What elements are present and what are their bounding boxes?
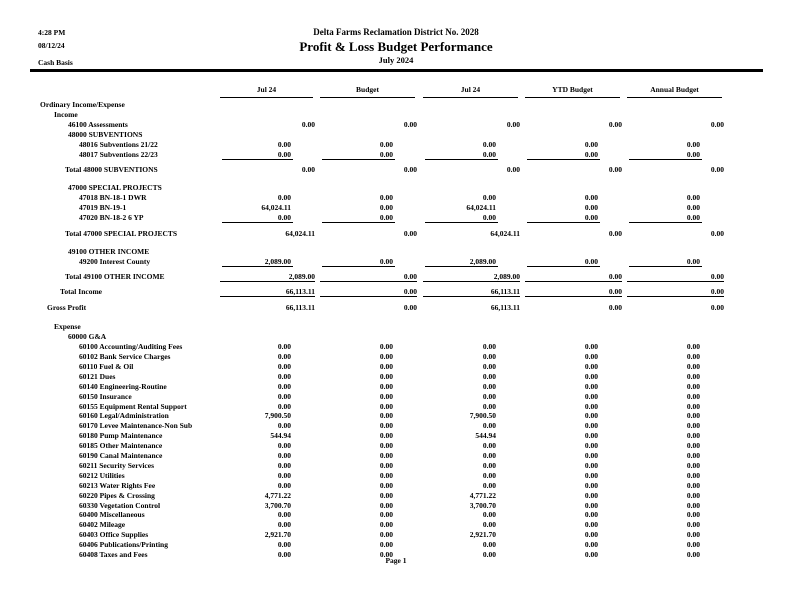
- cell-value: 0.00: [301, 119, 315, 129]
- row-label: 60185 Other Maintenance: [79, 441, 163, 451]
- cell-value: 0.00: [277, 352, 291, 361]
- cell-value: 0.00: [686, 540, 700, 550]
- cell-value: 4,771.22: [264, 490, 291, 500]
- cell-value: 7,900.50: [264, 411, 291, 421]
- row-underline: [222, 159, 293, 160]
- cell-value: 0.00: [379, 381, 393, 391]
- cell-value: 0.00: [277, 510, 291, 520]
- row-label: 60402 Mileage: [79, 520, 126, 530]
- cell-value: 0.00: [584, 401, 598, 411]
- cell-value: 0.00: [584, 431, 598, 441]
- cell-value: 0.00: [686, 371, 700, 381]
- cell-value: 0.00: [686, 203, 700, 213]
- cell-value: 0.00: [482, 139, 496, 149]
- cell-value: 0.00: [277, 401, 291, 411]
- cell-value: 0.00: [584, 139, 598, 149]
- column-underline: [627, 97, 722, 98]
- cell-value: 0.00: [277, 421, 291, 431]
- row-label: Total Income: [60, 286, 103, 296]
- cell-value: 0.00: [482, 451, 496, 460]
- cell-value: 2,089.00: [288, 271, 315, 281]
- cell-value: 0.00: [379, 342, 393, 352]
- row-label: Total 49100 OTHER INCOME: [65, 271, 165, 281]
- cell-value: 0.00: [379, 470, 393, 480]
- cell-value: 0.00: [584, 421, 598, 431]
- row-underline: [525, 296, 622, 297]
- cell-value: 0.00: [584, 391, 598, 401]
- cell-value: 0.00: [686, 256, 700, 266]
- row-label: 46100 Assessments: [68, 119, 128, 129]
- cell-value: 0.00: [379, 371, 393, 381]
- cell-value: 2,089.00: [469, 256, 496, 266]
- row-underline: [527, 159, 600, 160]
- cell-value: 0.00: [379, 500, 393, 510]
- row-label: Gross Profit: [47, 303, 87, 313]
- row-label: 60121 Dues: [79, 371, 116, 381]
- cell-value: 0.00: [379, 213, 393, 222]
- row-label: 60150 Insurance: [79, 391, 132, 401]
- row-label: 48017 Subventions 22/23: [79, 149, 158, 159]
- cell-value: 0.00: [584, 213, 598, 222]
- cell-value: 0.00: [277, 381, 291, 391]
- row-label: 47000 SPECIAL PROJECTS: [68, 183, 162, 193]
- cell-value: 0.00: [482, 480, 496, 490]
- row-label: 49200 Interest County: [79, 256, 151, 266]
- row-underline: [322, 222, 395, 223]
- cell-value: 0.00: [379, 139, 393, 149]
- cell-value: 0.00: [403, 119, 417, 129]
- cell-value: 0.00: [686, 149, 700, 159]
- cell-value: 0.00: [403, 271, 417, 281]
- row-underline: [320, 281, 417, 282]
- cell-value: 0.00: [482, 213, 496, 222]
- cell-value: 66,113.11: [490, 303, 520, 313]
- cell-value: 7,900.50: [469, 411, 496, 421]
- cell-value: 0.00: [482, 441, 496, 451]
- cell-value: 0.00: [277, 391, 291, 401]
- cell-value: 0.00: [277, 451, 291, 460]
- page-footer: Page 1: [385, 556, 407, 565]
- cell-value: 0.00: [686, 411, 700, 421]
- cell-value: 544.94: [270, 431, 291, 441]
- row-label: 60110 Fuel & Oil: [79, 361, 134, 371]
- row-label: 60330 Vegetation Control: [79, 500, 161, 510]
- cell-value: 0.00: [403, 286, 417, 296]
- row-underline: [320, 296, 417, 297]
- cell-value: 0.00: [584, 520, 598, 530]
- cell-value: 0.00: [686, 520, 700, 530]
- cell-value: 0.00: [379, 480, 393, 490]
- cell-value: 0.00: [482, 381, 496, 391]
- row-label: 60102 Bank Service Charges: [79, 352, 171, 361]
- row-label: 60100 Accounting/Auditing Fees: [79, 342, 183, 352]
- row-label: 60170 Levee Maintenance-Non Sub: [79, 421, 193, 431]
- row-label: Income: [54, 109, 78, 119]
- cell-value: 0.00: [482, 460, 496, 470]
- row-label: 60408 Taxes and Fees: [79, 550, 148, 559]
- cell-value: 0.00: [482, 149, 496, 159]
- row-label: 48000 SUBVENTIONS: [68, 129, 143, 139]
- cell-value: 0.00: [608, 271, 622, 281]
- cell-value: 0.00: [482, 352, 496, 361]
- cell-value: 0.00: [584, 256, 598, 266]
- row-underline: [629, 159, 702, 160]
- cell-value: 0.00: [686, 381, 700, 391]
- cell-value: 0.00: [506, 119, 520, 129]
- cell-value: 0.00: [710, 228, 724, 238]
- column-underline: [525, 97, 620, 98]
- cell-value: 0.00: [686, 342, 700, 352]
- row-underline: [423, 296, 520, 297]
- row-underline: [322, 266, 395, 267]
- cell-value: 0.00: [403, 165, 417, 175]
- cell-value: 0.00: [584, 381, 598, 391]
- row-label: 47018 BN-18-1 DWR: [79, 193, 147, 203]
- cell-value: 0.00: [686, 193, 700, 203]
- cell-value: 0.00: [686, 391, 700, 401]
- row-label: 60403 Office Supplies: [79, 530, 149, 540]
- cell-value: 2,089.00: [493, 271, 520, 281]
- cell-value: 0.00: [277, 342, 291, 352]
- cell-value: 0.00: [379, 203, 393, 213]
- cell-value: 0.00: [379, 391, 393, 401]
- row-label: 60406 Publications/Printing: [79, 540, 168, 550]
- row-underline: [629, 222, 702, 223]
- cell-value: 544.94: [475, 431, 496, 441]
- cell-value: 0.00: [686, 530, 700, 540]
- cell-value: 0.00: [379, 441, 393, 451]
- cell-value: 0.00: [710, 303, 724, 313]
- cell-value: 0.00: [482, 342, 496, 352]
- row-label: 47019 BN-19-1: [79, 203, 127, 213]
- cell-value: 0.00: [277, 213, 291, 222]
- cell-value: 0.00: [584, 149, 598, 159]
- cell-value: 0.00: [482, 421, 496, 431]
- row-label: 60213 Water Rights Fee: [79, 480, 156, 490]
- cell-value: 0.00: [584, 540, 598, 550]
- cell-value: 64,024.11: [466, 203, 496, 213]
- cell-value: 0.00: [608, 165, 622, 175]
- row-underline: [525, 281, 622, 282]
- cell-value: 0.00: [482, 540, 496, 550]
- row-label: 60220 Pipes & Crossing: [79, 490, 155, 500]
- row-underline: [423, 281, 520, 282]
- cell-value: 0.00: [277, 139, 291, 149]
- column-header: Jul 24: [460, 85, 481, 94]
- cell-value: 66,113.11: [285, 286, 315, 296]
- cell-value: 0.00: [506, 165, 520, 175]
- cell-value: 0.00: [403, 228, 417, 238]
- column-header: Jul 24: [256, 85, 277, 94]
- cell-value: 0.00: [584, 490, 598, 500]
- column-header: Budget: [356, 85, 379, 94]
- cell-value: 0.00: [277, 550, 291, 559]
- cell-value: 0.00: [379, 193, 393, 203]
- cell-value: 0.00: [482, 520, 496, 530]
- row-label: Total 47000 SPECIAL PROJECTS: [65, 228, 178, 238]
- cell-value: 0.00: [584, 510, 598, 520]
- cell-value: 0.00: [277, 361, 291, 371]
- row-underline: [322, 159, 395, 160]
- date-label: 08/12/24: [38, 41, 65, 50]
- cell-value: 2,921.70: [469, 530, 496, 540]
- cell-value: 0.00: [277, 480, 291, 490]
- cell-value: 0.00: [379, 421, 393, 431]
- cell-value: 0.00: [379, 411, 393, 421]
- row-label: 60180 Pump Maintenance: [79, 431, 163, 441]
- row-underline: [222, 266, 293, 267]
- cell-value: 0.00: [584, 460, 598, 470]
- cell-value: 0.00: [379, 460, 393, 470]
- row-underline: [629, 266, 702, 267]
- cell-value: 0.00: [301, 165, 315, 175]
- cell-value: 0.00: [403, 303, 417, 313]
- row-label: 60190 Canal Maintenance: [79, 451, 163, 460]
- cell-value: 64,024.11: [285, 228, 315, 238]
- row-label: 60211 Security Services: [79, 460, 154, 470]
- cell-value: 0.00: [608, 119, 622, 129]
- row-underline: [627, 296, 724, 297]
- cell-value: 66,113.11: [285, 303, 315, 313]
- basis-label: Cash Basis: [38, 58, 73, 67]
- cell-value: 0.00: [379, 361, 393, 371]
- cell-value: 0.00: [482, 550, 496, 559]
- cell-value: 0.00: [686, 361, 700, 371]
- cell-value: 0.00: [686, 550, 700, 559]
- row-label: 60212 Utilities: [79, 470, 125, 480]
- cell-value: 0.00: [584, 550, 598, 559]
- cell-value: 0.00: [710, 286, 724, 296]
- cell-value: 3,700.70: [469, 500, 496, 510]
- row-label: 60155 Equipment Rental Support: [79, 401, 187, 411]
- cell-value: 0.00: [710, 119, 724, 129]
- column-underline: [320, 97, 415, 98]
- row-label: 60000 G&A: [68, 332, 107, 342]
- cell-value: 0.00: [482, 391, 496, 401]
- cell-value: 0.00: [379, 352, 393, 361]
- cell-value: 0.00: [686, 213, 700, 222]
- report-title: Profit & Loss Budget Performance: [299, 39, 493, 54]
- cell-value: 0.00: [584, 441, 598, 451]
- cell-value: 0.00: [686, 480, 700, 490]
- cell-value: 0.00: [584, 193, 598, 203]
- cell-value: 0.00: [379, 431, 393, 441]
- cell-value: 2,089.00: [264, 256, 291, 266]
- row-underline: [425, 266, 498, 267]
- row-label: 60160 Legal/Administration: [79, 411, 169, 421]
- row-label: 48016 Subventions 21/22: [79, 139, 158, 149]
- cell-value: 0.00: [379, 510, 393, 520]
- cell-value: 0.00: [277, 193, 291, 203]
- cell-value: 0.00: [686, 460, 700, 470]
- cell-value: 0.00: [686, 421, 700, 431]
- cell-value: 0.00: [686, 431, 700, 441]
- cell-value: 0.00: [379, 490, 393, 500]
- company-name: Delta Farms Reclamation District No. 2028: [313, 27, 479, 37]
- cell-value: 0.00: [710, 271, 724, 281]
- cell-value: 0.00: [584, 500, 598, 510]
- cell-value: 0.00: [379, 540, 393, 550]
- period-label: July 2024: [378, 55, 414, 65]
- row-underline: [527, 222, 600, 223]
- cell-value: 0.00: [277, 470, 291, 480]
- cell-value: 0.00: [686, 490, 700, 500]
- row-label: 47020 BN-18-2 6 YP: [79, 213, 144, 222]
- cell-value: 0.00: [277, 520, 291, 530]
- cell-value: 0.00: [584, 470, 598, 480]
- row-underline: [425, 159, 498, 160]
- cell-value: 0.00: [584, 361, 598, 371]
- cell-value: 0.00: [686, 510, 700, 520]
- cell-value: 0.00: [584, 352, 598, 361]
- row-underline: [425, 222, 498, 223]
- header-rule: [30, 69, 763, 72]
- row-underline: [220, 296, 315, 297]
- cell-value: 0.00: [482, 361, 496, 371]
- row-label: Ordinary Income/Expense: [40, 100, 125, 109]
- cell-value: 0.00: [584, 451, 598, 460]
- cell-value: 0.00: [482, 510, 496, 520]
- cell-value: 0.00: [584, 371, 598, 381]
- cell-value: 0.00: [584, 480, 598, 490]
- cell-value: 0.00: [608, 303, 622, 313]
- row-label: Total 48000 SUBVENTIONS: [65, 165, 158, 175]
- cell-value: 2,921.70: [264, 530, 291, 540]
- column-header: YTD Budget: [552, 85, 593, 94]
- cell-value: 0.00: [608, 286, 622, 296]
- cell-value: 0.00: [379, 530, 393, 540]
- cell-value: 0.00: [584, 342, 598, 352]
- cell-value: 0.00: [686, 500, 700, 510]
- cell-value: 0.00: [482, 371, 496, 381]
- cell-value: 0.00: [379, 401, 393, 411]
- row-label: 49100 OTHER INCOME: [68, 246, 150, 256]
- row-underline: [220, 281, 315, 282]
- cell-value: 0.00: [379, 149, 393, 159]
- cell-value: 0.00: [277, 540, 291, 550]
- cell-value: 0.00: [686, 470, 700, 480]
- cell-value: 0.00: [277, 441, 291, 451]
- row-underline: [222, 222, 293, 223]
- row-label: 60400 Miscellaneous: [79, 510, 145, 520]
- cell-value: 0.00: [686, 139, 700, 149]
- cell-value: 0.00: [608, 228, 622, 238]
- cell-value: 0.00: [482, 470, 496, 480]
- cell-value: 0.00: [379, 256, 393, 266]
- cell-value: 0.00: [277, 460, 291, 470]
- row-label: 60140 Engineering-Routine: [79, 381, 167, 391]
- cell-value: 0.00: [277, 371, 291, 381]
- cell-value: 66,113.11: [490, 286, 520, 296]
- cell-value: 0.00: [379, 550, 393, 559]
- row-label: Expense: [54, 322, 81, 332]
- cell-value: 0.00: [277, 149, 291, 159]
- cell-value: 0.00: [686, 352, 700, 361]
- cell-value: 0.00: [686, 451, 700, 460]
- cell-value: 0.00: [710, 165, 724, 175]
- row-underline: [527, 266, 600, 267]
- cell-value: 64,024.11: [261, 203, 291, 213]
- cell-value: 0.00: [584, 411, 598, 421]
- time-label: 4:28 PM: [38, 28, 66, 37]
- cell-value: 64,024.11: [490, 228, 520, 238]
- cell-value: 0.00: [686, 441, 700, 451]
- cell-value: 0.00: [482, 193, 496, 203]
- column-underline: [220, 97, 313, 98]
- cell-value: 0.00: [379, 520, 393, 530]
- cell-value: 0.00: [686, 401, 700, 411]
- cell-value: 0.00: [584, 530, 598, 540]
- column-underline: [423, 97, 518, 98]
- cell-value: 0.00: [482, 401, 496, 411]
- cell-value: 0.00: [584, 203, 598, 213]
- row-underline: [627, 281, 724, 282]
- cell-value: 0.00: [379, 451, 393, 460]
- cell-value: 4,771.22: [469, 490, 496, 500]
- column-header: Annual Budget: [650, 85, 699, 94]
- cell-value: 3,700.70: [264, 500, 291, 510]
